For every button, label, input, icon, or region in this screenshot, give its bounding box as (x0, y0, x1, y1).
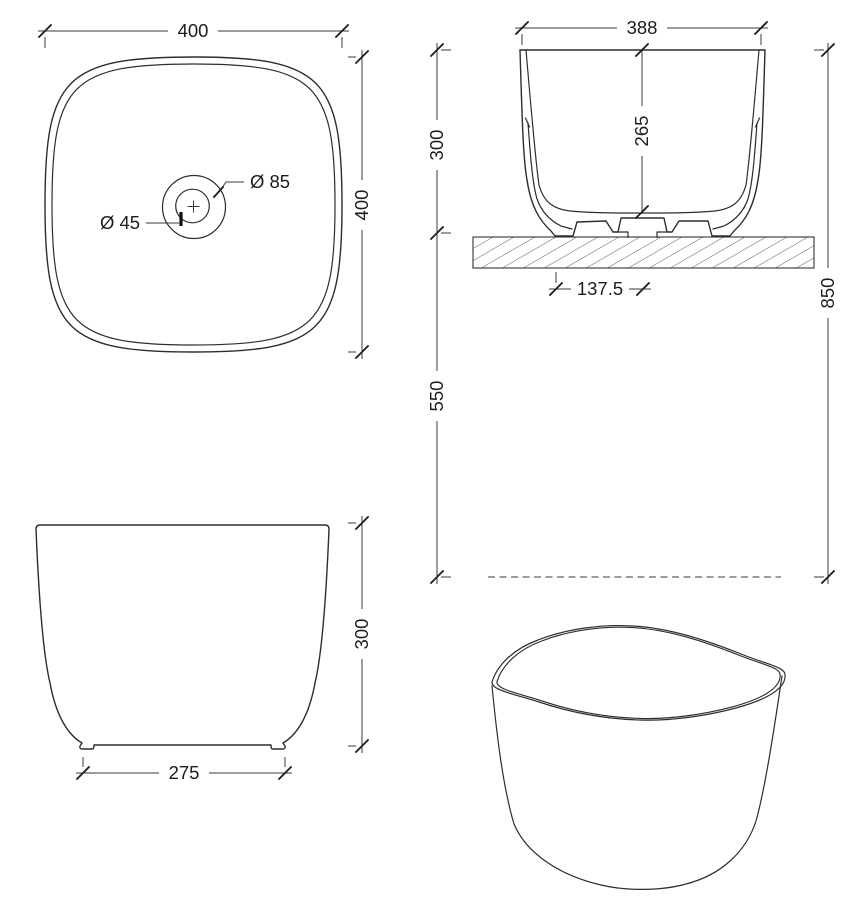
perspective-rim-outer (492, 626, 785, 721)
svg-text:137.5: 137.5 (576, 278, 624, 300)
svg-text:Ø 85: Ø 85 (249, 171, 291, 193)
plan-view (38, 20, 372, 359)
dim-drain-center-offset (549, 272, 651, 299)
dim-counter-to-floor (426, 233, 451, 584)
dim-plan-width-label (168, 20, 218, 41)
dim-counter-to-floor-label (426, 371, 447, 421)
dim-drain-center-offset-label (571, 278, 629, 299)
section-view (426, 17, 838, 584)
svg-text:275: 275 (168, 762, 200, 784)
perspective-body (492, 676, 782, 889)
perspective-rim-inner (497, 627, 780, 718)
dim-rim-to-counter (426, 43, 451, 240)
dim-section-width (515, 17, 768, 45)
perspective-view (492, 626, 785, 890)
dim-plan-depth-label (351, 180, 372, 230)
svg-text:388: 388 (626, 17, 658, 39)
dim-elevation-height (348, 516, 372, 753)
elevation-outline (36, 525, 329, 749)
svg-text:850: 850 (817, 277, 839, 309)
svg-text:Ø 45: Ø 45 (99, 212, 141, 234)
dim-plan-width (38, 20, 349, 48)
svg-text:300: 300 (351, 618, 373, 650)
drain-outer-label (250, 171, 290, 192)
drain-inner-leader (100, 212, 181, 233)
dim-total-height (814, 43, 838, 584)
dim-section-width-label (617, 17, 667, 38)
elevation-view (36, 516, 372, 783)
dim-rim-to-counter-label (426, 120, 447, 170)
dim-elevation-height-label (351, 609, 372, 659)
dim-elevation-base-width-label (159, 762, 209, 783)
drain-inner-label (100, 212, 140, 233)
svg-text:300: 300 (426, 129, 448, 161)
dim-elevation-base-width (76, 757, 292, 783)
svg-text:265: 265 (631, 115, 653, 147)
svg-text:550: 550 (426, 380, 448, 412)
dim-plan-depth (348, 50, 372, 359)
dim-bowl-depth (631, 44, 652, 218)
svg-text:400: 400 (351, 189, 373, 221)
svg-text:400: 400 (177, 20, 209, 42)
drain-center-cross (188, 201, 200, 213)
dim-bowl-depth-label (631, 106, 652, 156)
countertop-section (473, 237, 814, 268)
drain-outer-leader (214, 171, 290, 197)
dim-total-height-label (817, 268, 838, 318)
